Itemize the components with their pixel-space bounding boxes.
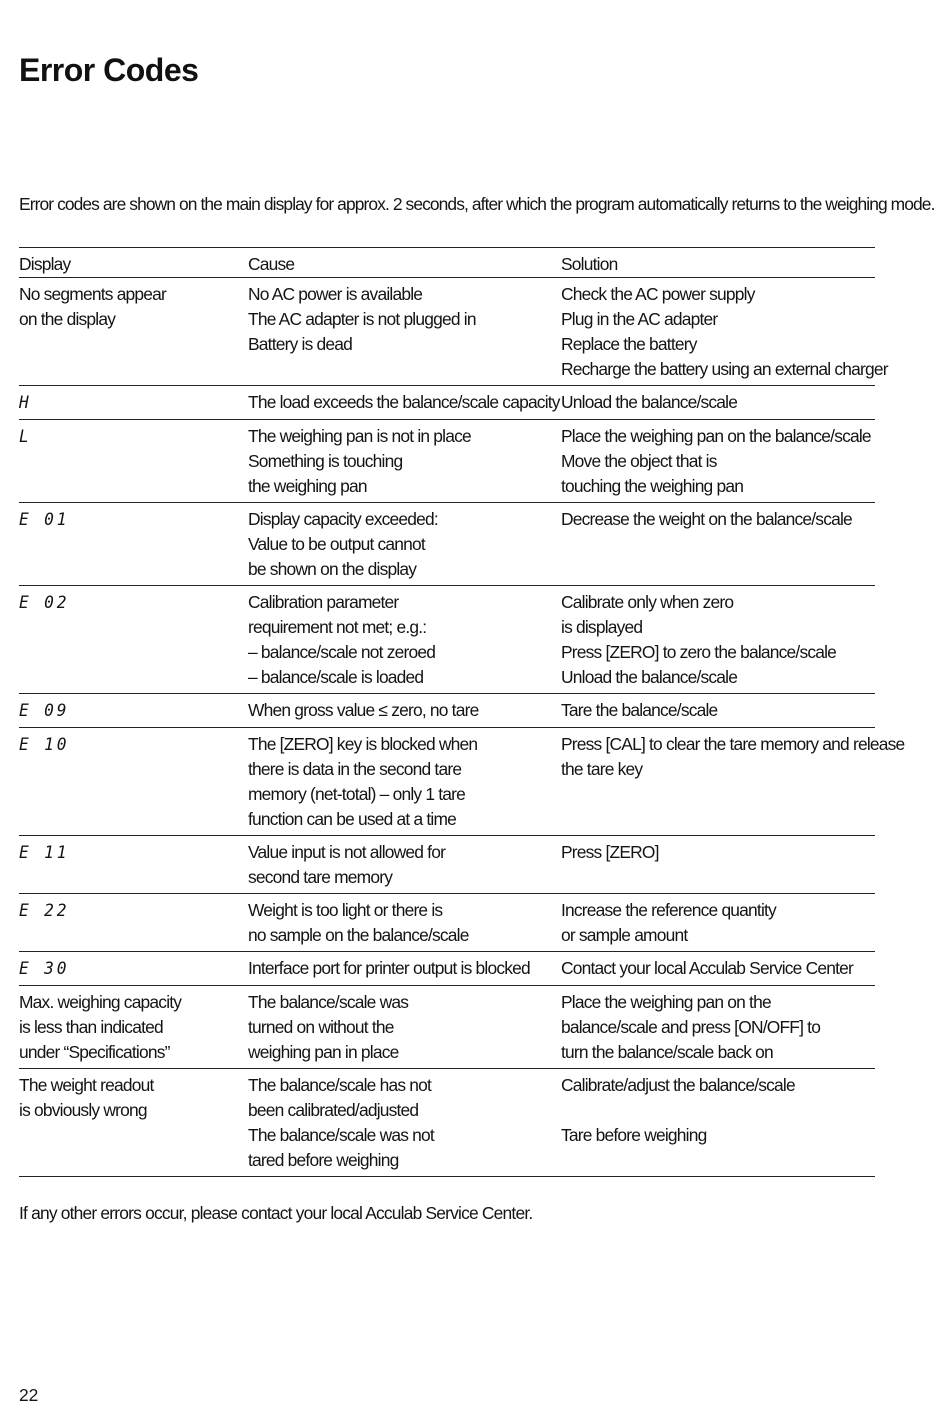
cause-line: turned on without the — [248, 1017, 394, 1037]
table-row — [19, 836, 875, 894]
display-line: E 11 — [19, 843, 70, 863]
cause-line: Calibration parameter — [248, 592, 399, 612]
cause-line: The AC adapter is not plugged in — [248, 309, 476, 329]
solution-cell — [561, 732, 905, 832]
cause-cell — [248, 282, 561, 382]
solution-cell — [561, 282, 888, 382]
solution-line — [561, 1098, 875, 1123]
cause-line: Weight is too light or there is — [248, 900, 443, 920]
display-line: No segments appear — [19, 284, 167, 304]
cause-cell — [248, 990, 561, 1065]
cause-line: Battery is dead — [248, 334, 353, 354]
cause-line: memory (net-total) – only 1 tare — [248, 784, 465, 804]
solution-line: is displayed — [561, 617, 643, 637]
solution-line: Plug in the AC adapter — [561, 309, 718, 329]
table-row — [19, 503, 875, 586]
cause-line: requirement not met; e.g.: — [248, 617, 427, 637]
cause-line: The load exceeds the balance/scale capacity — [248, 392, 560, 412]
display-cell — [19, 990, 248, 1065]
table-row — [19, 952, 875, 986]
header-display: Display — [19, 254, 71, 274]
solution-cell — [561, 390, 875, 416]
cause-cell — [248, 898, 561, 948]
display-line: The weight readout — [19, 1075, 154, 1095]
table-row — [19, 420, 875, 503]
solution-line: turn the balance/scale back on — [561, 1042, 773, 1062]
cause-line: No AC power is available — [248, 284, 423, 304]
table-body — [19, 278, 905, 1177]
display-cell — [19, 732, 248, 832]
solution-line: balance/scale and press [ON/OFF] to — [561, 1017, 821, 1037]
solution-line: Contact your local Acculab Service Center — [561, 958, 853, 978]
solution-line: Unload the balance/scale — [561, 392, 738, 412]
solution-cell — [561, 956, 875, 982]
solution-line: Unload the balance/scale — [561, 667, 738, 687]
solution-cell — [561, 698, 875, 724]
solution-line: Tare the balance/scale — [561, 700, 718, 720]
solution-line: Place the weighing pan on the balance/scale — [561, 426, 871, 446]
display-line: E 30 — [19, 959, 70, 979]
cause-line: no sample on the balance/scale — [248, 925, 469, 945]
display-line: is obviously wrong — [19, 1100, 147, 1120]
cause-line: The balance/scale was — [248, 992, 409, 1012]
cause-line: The balance/scale has not — [248, 1075, 432, 1095]
solution-cell — [561, 840, 875, 890]
display-line: H — [19, 393, 32, 413]
footer-note: If any other errors occur, please contact your local Acculab Service Center. — [19, 1203, 533, 1223]
cause-line: The [ZERO] key is blocked when — [248, 734, 478, 754]
error-codes-table — [19, 247, 905, 1177]
cause-line: function can be used at a time — [248, 809, 457, 829]
cause-line: The weighing pan is not in place — [248, 426, 471, 446]
display-line: E 09 — [19, 701, 70, 721]
display-line: E 02 — [19, 593, 70, 613]
solution-line: Replace the battery — [561, 334, 697, 354]
display-cell — [19, 956, 248, 982]
solution-line: Check the AC power supply — [561, 284, 755, 304]
solution-cell — [561, 590, 875, 690]
solution-line: Increase the reference quantity — [561, 900, 776, 920]
display-line: E 10 — [19, 735, 70, 755]
page-number: 22 — [19, 1385, 39, 1405]
cause-line: When gross value ≤ zero, no tare — [248, 700, 479, 720]
display-line: Max. weighing capacity — [19, 992, 182, 1012]
table-row — [19, 986, 875, 1069]
solution-line: Press [ZERO] — [561, 842, 659, 862]
display-cell — [19, 507, 248, 582]
solution-line: or sample amount — [561, 925, 688, 945]
table-row — [19, 894, 875, 952]
display-cell — [19, 424, 248, 499]
solution-line: Calibrate/adjust the balance/scale — [561, 1075, 795, 1095]
cause-line: the weighing pan — [248, 476, 367, 496]
cause-line: Something is touching — [248, 451, 403, 471]
cause-line: there is data in the second tare — [248, 759, 462, 779]
cause-cell — [248, 507, 561, 582]
cause-cell — [248, 390, 561, 416]
solution-cell — [561, 424, 875, 499]
solution-line: Move the object that is — [561, 451, 717, 471]
display-cell — [19, 698, 248, 724]
display-cell — [19, 1073, 248, 1173]
solution-line: Calibrate only when zero — [561, 592, 734, 612]
cause-cell — [248, 956, 561, 982]
cause-line: Value input is not allowed for — [248, 842, 446, 862]
table-row — [19, 728, 905, 836]
cause-line: Value to be output cannot — [248, 534, 425, 554]
table-row — [19, 386, 875, 420]
display-cell — [19, 840, 248, 890]
display-line: is less than indicated — [19, 1017, 163, 1037]
display-cell — [19, 590, 248, 690]
display-line: E 01 — [19, 510, 70, 530]
header-solution: Solution — [561, 254, 618, 274]
table-row — [19, 278, 888, 386]
solution-line: Decrease the weight on the balance/scale — [561, 509, 852, 529]
display-cell — [19, 390, 248, 416]
solution-line: the tare key — [561, 759, 643, 779]
cause-cell — [248, 590, 561, 690]
intro-paragraph: Error codes are shown on the main display for approx. 2 seconds, after which the program automatically returns to the weighing mode. — [19, 194, 935, 214]
solution-cell — [561, 1073, 875, 1173]
solution-cell — [561, 990, 875, 1065]
display-line: under “Specifications” — [19, 1042, 170, 1062]
cause-cell — [248, 840, 561, 890]
cause-line: weighing pan in place — [248, 1042, 399, 1062]
solution-cell — [561, 898, 875, 948]
table-header-row — [19, 248, 875, 278]
cause-line: – balance/scale is loaded — [248, 667, 424, 687]
solution-line: Press [ZERO] to zero the balance/scale — [561, 642, 837, 662]
header-cause: Cause — [248, 254, 295, 274]
solution-cell — [561, 507, 875, 582]
cause-line: tared before weighing — [248, 1150, 399, 1170]
cause-line: – balance/scale not zeroed — [248, 642, 436, 662]
display-cell — [19, 282, 248, 382]
cause-line: be shown on the display — [248, 559, 417, 579]
display-line: E 22 — [19, 901, 70, 921]
solution-line: Place the weighing pan on the — [561, 992, 771, 1012]
cause-cell — [248, 698, 561, 724]
cause-line: Display capacity exceeded: — [248, 509, 438, 529]
cause-line: Interface port for printer output is blocked — [248, 958, 530, 978]
cause-line: been calibrated/adjusted — [248, 1100, 419, 1120]
solution-line: Tare before weighing — [561, 1125, 707, 1145]
page-title: Error Codes — [19, 52, 199, 88]
solution-line: Press [CAL] to clear the tare memory and release — [561, 734, 905, 754]
solution-line: Recharge the battery using an external charger — [561, 359, 888, 379]
cause-line: The balance/scale was not — [248, 1125, 434, 1145]
cause-cell — [248, 732, 561, 832]
display-line: L — [19, 427, 32, 447]
table-row — [19, 694, 875, 728]
table-row — [19, 586, 875, 694]
display-line: on the display — [19, 309, 116, 329]
display-cell — [19, 898, 248, 948]
cause-cell — [248, 1073, 561, 1173]
cause-cell — [248, 424, 561, 499]
table-row — [19, 1069, 875, 1177]
solution-line: touching the weighing pan — [561, 476, 744, 496]
cause-line: second tare memory — [248, 867, 393, 887]
